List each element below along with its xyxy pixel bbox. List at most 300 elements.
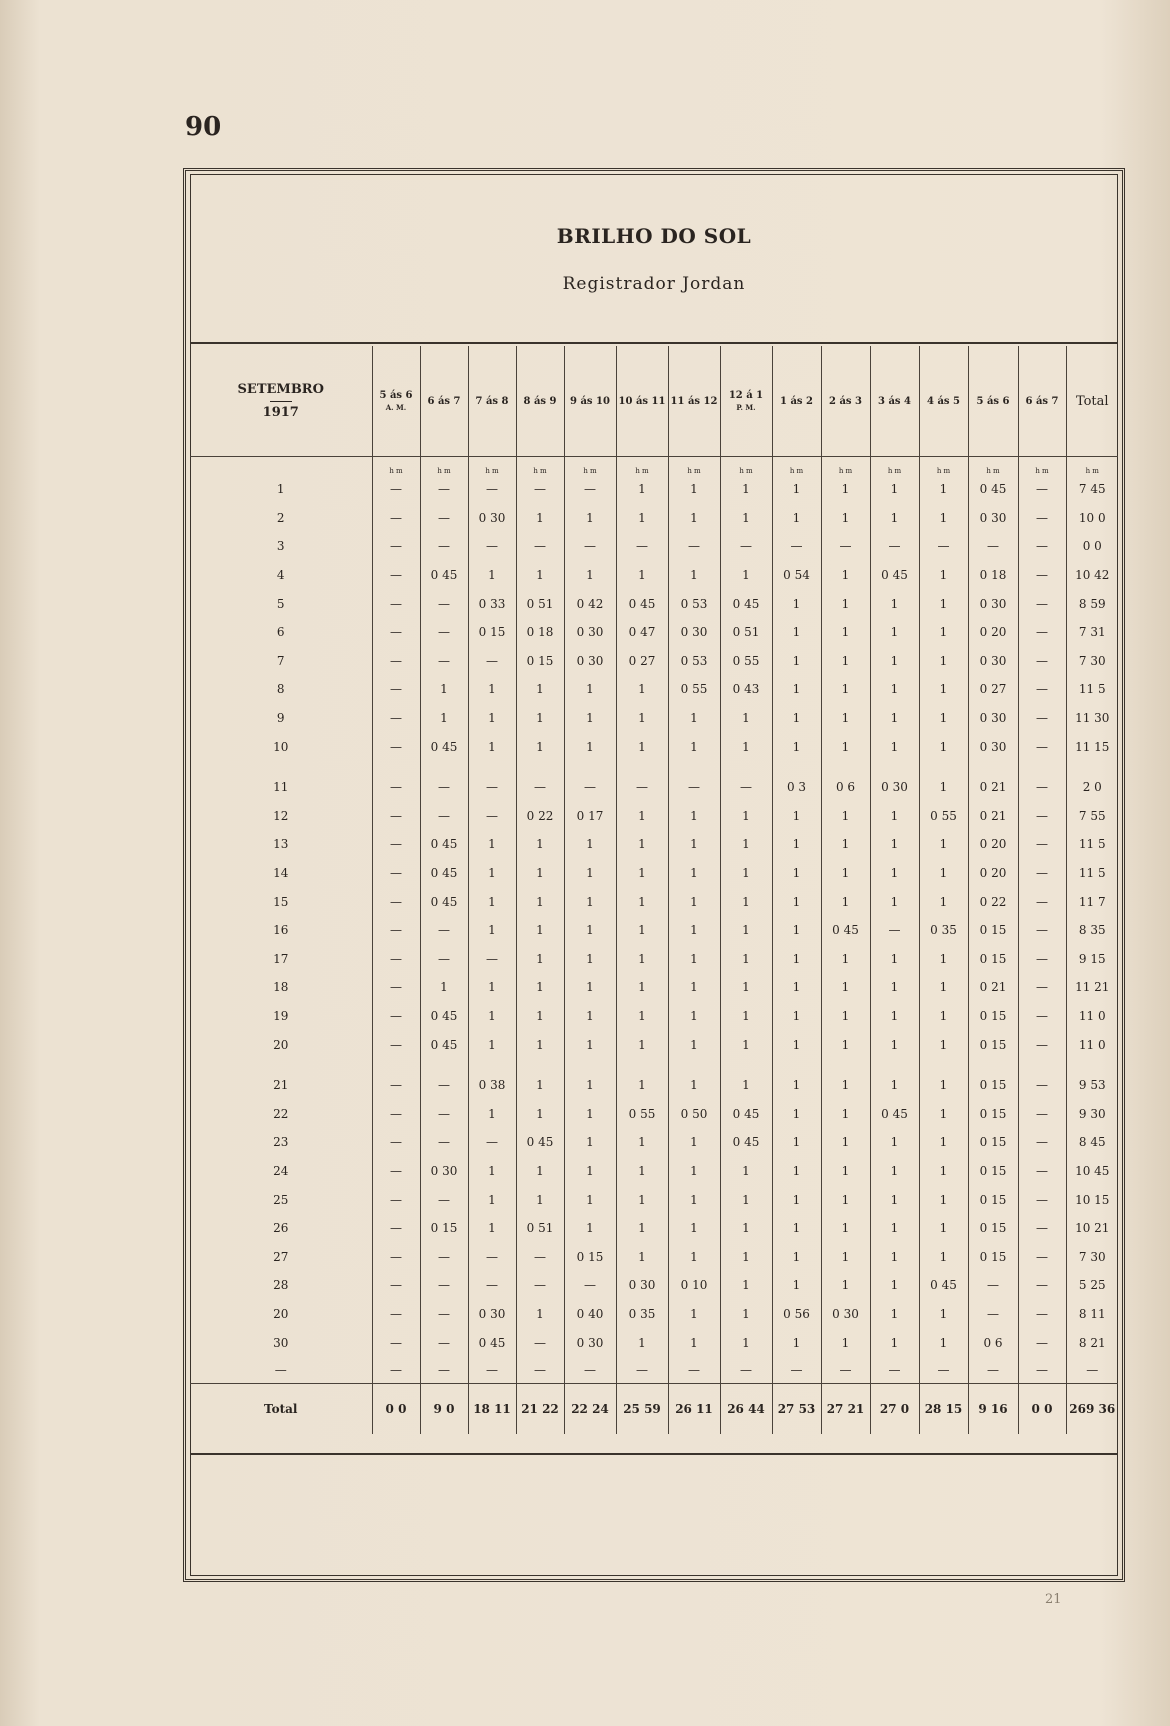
hour-value-cell: 1 xyxy=(516,916,564,945)
row-total-cell: 11 5 xyxy=(1066,675,1118,704)
hour-value-cell: 1 xyxy=(720,1185,772,1214)
table-row xyxy=(190,647,1118,676)
hour-value-cell: — xyxy=(372,1157,420,1186)
hour-value-cell: 1 xyxy=(919,1328,968,1357)
hour-value-cell: 1 xyxy=(870,1242,919,1271)
hour-value-cell: 1 xyxy=(616,1030,668,1059)
hour-value-cell: 0 30 xyxy=(968,704,1018,733)
hour-value-cell: — xyxy=(468,475,516,504)
units-spacer xyxy=(190,457,372,476)
row-total-cell: 7 30 xyxy=(1066,1242,1118,1271)
hour-value-cell: 1 xyxy=(668,475,720,504)
day-cell: 26 xyxy=(273,1221,289,1236)
hour-value-cell: 0 15 xyxy=(968,1214,1018,1243)
hour-value-cell: 1 xyxy=(821,1030,870,1059)
hour-value-cell: 1 xyxy=(720,475,772,504)
hour-value-cell: 1 xyxy=(564,561,616,590)
hour-header xyxy=(968,346,1018,457)
hour-value-cell: — xyxy=(1018,887,1066,916)
hour-value-cell: 0 33 xyxy=(468,589,516,618)
hour-value-cell: 0 10 xyxy=(668,1271,720,1300)
hour-value-cell: — xyxy=(372,887,420,916)
hour-value-cell: 1 xyxy=(720,945,772,974)
hour-value-cell: — xyxy=(1018,475,1066,504)
hour-value-cell: — xyxy=(516,761,564,802)
hour-value-cell: — xyxy=(420,802,468,831)
hour-value-cell: 1 xyxy=(516,830,564,859)
hour-value-cell: 1 xyxy=(919,945,968,974)
hour-value-cell: 1 xyxy=(516,704,564,733)
hour-value-cell: 0 21 xyxy=(968,973,1018,1002)
day-cell: 23 xyxy=(273,1135,289,1150)
hour-value-cell: 0 45 xyxy=(968,475,1018,504)
hour-value-cell: 0 45 xyxy=(420,1002,468,1031)
unit-label: h m xyxy=(821,457,870,476)
hour-value-cell: 0 18 xyxy=(968,561,1018,590)
hour-value-cell: 1 xyxy=(468,704,516,733)
hour-value-cell: 1 xyxy=(772,618,821,647)
hour-value-cell: — xyxy=(420,1328,468,1357)
hour-value-cell: 0 55 xyxy=(919,802,968,831)
hour-value-cell: 1 xyxy=(668,732,720,761)
hour-value-cell: 1 xyxy=(616,887,668,916)
hour-value-cell: — xyxy=(372,830,420,859)
hour-value-cell: 0 6 xyxy=(968,1328,1018,1357)
row-total-cell: 8 35 xyxy=(1066,916,1118,945)
hour-value-cell: — xyxy=(372,1271,420,1300)
hour-value-cell: — xyxy=(372,761,420,802)
hour-value-cell: 1 xyxy=(772,1030,821,1059)
hour-label: 5 ás 6 xyxy=(379,390,413,401)
hour-value-cell: 1 xyxy=(919,1185,968,1214)
separator-cell: — xyxy=(870,1357,919,1384)
hour-value-cell: 1 xyxy=(564,830,616,859)
hour-value-cell: 1 xyxy=(870,732,919,761)
hour-value-cell: 1 xyxy=(919,1099,968,1128)
hour-value-cell: 1 xyxy=(720,887,772,916)
hour-value-cell: — xyxy=(1018,859,1066,888)
table-subtitle: Registrador Jordan xyxy=(562,274,746,294)
table-row xyxy=(190,532,1118,561)
separator-cell: — xyxy=(420,1357,468,1384)
row-total-cell: 7 45 xyxy=(1066,475,1118,504)
separator-cell: — xyxy=(821,1357,870,1384)
table-row xyxy=(190,675,1118,704)
table-row xyxy=(190,732,1118,761)
hour-value-cell: 1 xyxy=(772,945,821,974)
hour-value-cell: 1 xyxy=(468,973,516,1002)
hour-value-cell: — xyxy=(1018,1099,1066,1128)
hour-value-cell: — xyxy=(1018,802,1066,831)
hour-value-cell: 1 xyxy=(668,1157,720,1186)
hour-value-cell: — xyxy=(1018,1002,1066,1031)
day-cell: 30 xyxy=(273,1335,289,1350)
hour-value-cell: 1 xyxy=(919,1128,968,1157)
hour-value-cell: — xyxy=(1018,1214,1066,1243)
table-row xyxy=(190,1059,1118,1100)
hour-value-cell: 1 xyxy=(516,1002,564,1031)
hour-value-cell: — xyxy=(468,945,516,974)
table-row xyxy=(190,475,1118,504)
row-total-cell: 8 21 xyxy=(1066,1328,1118,1357)
hour-value-cell: 0 45 xyxy=(420,732,468,761)
hour-value-cell: 0 54 xyxy=(772,561,821,590)
hour-value-cell: 1 xyxy=(616,504,668,533)
hour-value-cell: — xyxy=(1018,830,1066,859)
hour-value-cell: 1 xyxy=(772,1059,821,1100)
hour-value-cell: 0 55 xyxy=(616,1099,668,1128)
day-cell: 7 xyxy=(276,653,285,668)
hour-value-cell: 1 xyxy=(564,732,616,761)
day-cell: 3 xyxy=(276,539,285,554)
unit-label: h m xyxy=(468,457,516,476)
hour-value-cell: 0 45 xyxy=(720,1099,772,1128)
day-cell: 14 xyxy=(273,866,289,881)
hour-value-cell: 1 xyxy=(720,1030,772,1059)
hour-value-cell: 1 xyxy=(870,1214,919,1243)
hour-value-cell: 1 xyxy=(516,561,564,590)
hour-value-cell: 0 30 xyxy=(968,589,1018,618)
hour-value-cell: 1 xyxy=(821,1328,870,1357)
hour-label: 9 ás 10 xyxy=(570,395,610,407)
hour-value-cell: 1 xyxy=(516,1099,564,1128)
separator-cell: — xyxy=(616,1357,668,1384)
hour-value-cell: 1 xyxy=(772,475,821,504)
hour-value-cell: — xyxy=(468,1271,516,1300)
hour-value-cell: — xyxy=(1018,561,1066,590)
table-row xyxy=(190,761,1118,802)
page-number: 90 xyxy=(185,112,222,142)
hour-value-cell: 1 xyxy=(919,830,968,859)
hour-value-cell: 1 xyxy=(919,732,968,761)
hour-value-cell: 0 30 xyxy=(468,1300,516,1329)
hour-value-cell: 0 47 xyxy=(616,618,668,647)
hour-header xyxy=(919,346,968,457)
separator-cell: — xyxy=(1018,1357,1066,1384)
hour-value-cell: 1 xyxy=(772,1328,821,1357)
hour-value-cell: 1 xyxy=(468,1002,516,1031)
hour-value-cell: 0 22 xyxy=(516,802,564,831)
hour-value-cell: — xyxy=(968,1300,1018,1329)
hour-value-cell: — xyxy=(1018,532,1066,561)
hour-value-cell: 1 xyxy=(516,732,564,761)
hour-value-cell: — xyxy=(372,1328,420,1357)
hour-value-cell: 0 27 xyxy=(968,675,1018,704)
separator-cell: — xyxy=(720,1357,772,1384)
unit-label: h m xyxy=(616,457,668,476)
hour-value-cell: 1 xyxy=(870,1157,919,1186)
hour-value-cell: 1 xyxy=(564,945,616,974)
hour-value-cell: 1 xyxy=(919,561,968,590)
hour-value-cell: — xyxy=(420,1185,468,1214)
hour-value-cell: 1 xyxy=(821,1271,870,1300)
hour-value-cell: — xyxy=(564,475,616,504)
hour-value-cell: 1 xyxy=(616,1185,668,1214)
hour-value-cell: 0 15 xyxy=(968,1002,1018,1031)
table-row xyxy=(190,830,1118,859)
hour-value-cell: — xyxy=(420,532,468,561)
hour-header xyxy=(772,346,821,457)
hour-value-cell: 0 55 xyxy=(720,647,772,676)
row-total-cell: 9 15 xyxy=(1066,945,1118,974)
row-total-cell: 10 15 xyxy=(1066,1185,1118,1214)
hour-value-cell: 1 xyxy=(564,1214,616,1243)
hour-value-cell: — xyxy=(1018,1030,1066,1059)
hour-value-cell: 0 51 xyxy=(516,1214,564,1243)
hour-value-cell: — xyxy=(516,475,564,504)
hour-value-cell: 1 xyxy=(772,675,821,704)
hour-value-cell: 1 xyxy=(616,475,668,504)
hour-header xyxy=(616,346,668,457)
hour-value-cell: 1 xyxy=(564,973,616,1002)
hour-value-cell: 1 xyxy=(668,1242,720,1271)
hour-value-cell: 1 xyxy=(870,1030,919,1059)
hour-value-cell: 1 xyxy=(564,1030,616,1059)
hour-value-cell: 1 xyxy=(564,704,616,733)
hour-value-cell: — xyxy=(1018,1157,1066,1186)
table-row xyxy=(190,589,1118,618)
hour-value-cell: — xyxy=(564,1271,616,1300)
unit-label: h m xyxy=(516,457,564,476)
hour-value-cell: 1 xyxy=(564,887,616,916)
hour-value-cell: 0 50 xyxy=(668,1099,720,1128)
hour-value-cell: 1 xyxy=(821,887,870,916)
grand-total-cell: 269 36 xyxy=(1066,1383,1118,1434)
hour-value-cell: 0 27 xyxy=(616,647,668,676)
hour-value-cell: 1 xyxy=(821,1002,870,1031)
hour-value-cell: — xyxy=(420,1242,468,1271)
hour-value-cell: 1 xyxy=(772,504,821,533)
hour-value-cell: 0 3 xyxy=(772,761,821,802)
hour-value-cell: 1 xyxy=(772,647,821,676)
table-row xyxy=(190,1214,1118,1243)
hour-value-cell: 1 xyxy=(821,618,870,647)
hour-value-cell: — xyxy=(372,618,420,647)
hour-value-cell: 1 xyxy=(919,675,968,704)
row-total-cell: 10 42 xyxy=(1066,561,1118,590)
sunshine-table-wrapper xyxy=(190,346,1118,1434)
hour-value-cell: — xyxy=(1018,704,1066,733)
hour-header xyxy=(516,346,564,457)
day-cell: 12 xyxy=(273,808,289,823)
hour-value-cell: 1 xyxy=(616,973,668,1002)
day-cell: 10 xyxy=(273,739,289,754)
hour-value-cell: 0 53 xyxy=(668,589,720,618)
hour-value-cell: 0 15 xyxy=(968,1059,1018,1100)
hour-value-cell: 1 xyxy=(668,704,720,733)
hour-value-cell: 0 30 xyxy=(968,504,1018,533)
table-row xyxy=(190,1002,1118,1031)
hour-value-cell: 1 xyxy=(870,859,919,888)
hour-value-cell: 1 xyxy=(772,1157,821,1186)
hour-value-cell: 0 45 xyxy=(720,589,772,618)
hour-value-cell: 1 xyxy=(772,802,821,831)
hour-value-cell: 1 xyxy=(720,859,772,888)
hour-value-cell: — xyxy=(668,532,720,561)
day-cell: 4 xyxy=(276,568,285,583)
hour-value-cell: 1 xyxy=(919,1002,968,1031)
hour-value-cell: 0 45 xyxy=(870,1099,919,1128)
hour-value-cell: 1 xyxy=(516,1030,564,1059)
hour-value-cell: 1 xyxy=(772,830,821,859)
hour-value-cell: 1 xyxy=(870,618,919,647)
hour-value-cell: — xyxy=(1018,916,1066,945)
row-total-cell: 11 0 xyxy=(1066,1002,1118,1031)
row-total-cell: 9 53 xyxy=(1066,1059,1118,1100)
hour-value-cell: 1 xyxy=(720,704,772,733)
hour-value-cell: 0 18 xyxy=(516,618,564,647)
hour-value-cell: 0 53 xyxy=(668,647,720,676)
hour-value-cell: 1 xyxy=(772,916,821,945)
hour-value-cell: 1 xyxy=(720,802,772,831)
hour-value-cell: 1 xyxy=(616,859,668,888)
separator-cell: — xyxy=(772,1357,821,1384)
hour-value-cell: 1 xyxy=(870,647,919,676)
hour-value-cell: 0 15 xyxy=(968,1185,1018,1214)
hour-value-cell: 0 43 xyxy=(720,675,772,704)
table-row xyxy=(190,704,1118,733)
hour-value-cell: 1 xyxy=(468,675,516,704)
row-total-cell: 2 0 xyxy=(1066,761,1118,802)
row-total-cell: 10 0 xyxy=(1066,504,1118,533)
hour-value-cell: — xyxy=(1018,589,1066,618)
separator-cell: — xyxy=(564,1357,616,1384)
hour-value-cell: — xyxy=(1018,1242,1066,1271)
hour-value-cell: 1 xyxy=(772,887,821,916)
hour-value-cell: — xyxy=(372,973,420,1002)
day-cell: 19 xyxy=(273,1008,289,1023)
hour-value-cell: 1 xyxy=(772,1099,821,1128)
hour-value-cell: 0 45 xyxy=(468,1328,516,1357)
day-cell: 8 xyxy=(276,682,285,697)
column-total-cell: 9 0 xyxy=(420,1383,468,1434)
hour-value-cell: 1 xyxy=(468,887,516,916)
day-cell: 28 xyxy=(273,1278,289,1293)
hour-value-cell: 0 17 xyxy=(564,802,616,831)
hour-value-cell: 1 xyxy=(616,732,668,761)
hour-value-cell: 1 xyxy=(821,561,870,590)
hour-value-cell: 0 15 xyxy=(968,1157,1018,1186)
table-row xyxy=(190,802,1118,831)
title-block xyxy=(190,174,1118,344)
hour-value-cell: — xyxy=(468,761,516,802)
hour-value-cell: 0 15 xyxy=(968,945,1018,974)
hour-value-cell: 1 xyxy=(919,1157,968,1186)
row-total-cell: 0 0 xyxy=(1066,532,1118,561)
hour-value-cell: 0 15 xyxy=(516,647,564,676)
hour-value-cell: 1 xyxy=(821,1059,870,1100)
hour-value-cell: 1 xyxy=(821,802,870,831)
unit-label: h m xyxy=(919,457,968,476)
hour-value-cell: 0 30 xyxy=(870,761,919,802)
day-cell: 24 xyxy=(273,1163,289,1178)
hour-value-cell: 1 xyxy=(616,1214,668,1243)
hour-value-cell: 1 xyxy=(720,1271,772,1300)
hour-value-cell: 1 xyxy=(720,916,772,945)
units-row xyxy=(190,457,1118,476)
month-divider xyxy=(270,401,292,402)
hour-value-cell: 1 xyxy=(720,1002,772,1031)
hour-value-cell: 1 xyxy=(616,1059,668,1100)
hour-value-cell: 1 xyxy=(870,1128,919,1157)
hour-value-cell: 1 xyxy=(919,887,968,916)
hour-value-cell: 1 xyxy=(668,1002,720,1031)
hour-value-cell: 1 xyxy=(516,1059,564,1100)
hour-value-cell: 1 xyxy=(821,1242,870,1271)
hour-value-cell: 1 xyxy=(870,1271,919,1300)
hour-value-cell: — xyxy=(372,945,420,974)
hour-value-cell: 1 xyxy=(564,1128,616,1157)
hour-value-cell: — xyxy=(1018,1185,1066,1214)
hour-value-cell: 0 30 xyxy=(468,504,516,533)
hour-value-cell: 1 xyxy=(668,1300,720,1329)
hour-label: 6 ás 7 xyxy=(1025,395,1059,407)
hour-value-cell: — xyxy=(1018,618,1066,647)
separator-cell: — xyxy=(1066,1357,1118,1384)
hour-value-cell: — xyxy=(420,475,468,504)
separator-cell: — xyxy=(668,1357,720,1384)
hour-label: 10 ás 11 xyxy=(618,395,666,407)
hour-value-cell: 1 xyxy=(821,1157,870,1186)
hour-value-cell: — xyxy=(821,532,870,561)
hour-label: 12 á 1 xyxy=(728,390,764,401)
day-cell: 1 xyxy=(276,482,285,497)
hour-value-cell: 1 xyxy=(772,1214,821,1243)
hour-value-cell: 1 xyxy=(772,1002,821,1031)
hour-note: A. M. xyxy=(385,403,407,412)
hour-value-cell: 0 45 xyxy=(616,589,668,618)
day-cell: 15 xyxy=(273,894,289,909)
hour-value-cell: — xyxy=(372,704,420,733)
column-total-cell: 27 53 xyxy=(772,1383,821,1434)
hour-value-cell: — xyxy=(1018,1271,1066,1300)
hour-label: 6 ás 7 xyxy=(427,395,461,407)
hour-value-cell: 1 xyxy=(870,589,919,618)
separator-cell: — xyxy=(919,1357,968,1384)
hour-value-cell: 1 xyxy=(821,830,870,859)
hour-value-cell: 0 45 xyxy=(870,561,919,590)
hour-value-cell: 1 xyxy=(668,830,720,859)
hour-value-cell: 1 xyxy=(870,1059,919,1100)
hour-value-cell: — xyxy=(372,675,420,704)
hour-value-cell: 1 xyxy=(772,1271,821,1300)
hour-value-cell: 1 xyxy=(616,802,668,831)
day-cell: 6 xyxy=(276,625,285,640)
hour-value-cell: 0 45 xyxy=(420,859,468,888)
hour-note: P. M. xyxy=(736,403,756,412)
unit-label: h m xyxy=(420,457,468,476)
hour-value-cell: — xyxy=(1018,675,1066,704)
hour-value-cell: 1 xyxy=(919,1300,968,1329)
hour-value-cell: 1 xyxy=(821,732,870,761)
row-total-cell: 11 30 xyxy=(1066,704,1118,733)
hour-value-cell: 1 xyxy=(468,916,516,945)
hour-value-cell: 1 xyxy=(668,802,720,831)
table-row xyxy=(190,973,1118,1002)
hour-value-cell: 1 xyxy=(516,1185,564,1214)
separator-cell: — xyxy=(968,1357,1018,1384)
hour-value-cell: 1 xyxy=(772,859,821,888)
day-cell: 20 xyxy=(273,1306,289,1321)
hour-value-cell: 1 xyxy=(564,916,616,945)
hour-value-cell: 1 xyxy=(772,1128,821,1157)
hour-value-cell: 0 51 xyxy=(720,618,772,647)
hour-value-cell: 1 xyxy=(616,1128,668,1157)
day-cell: 2 xyxy=(276,510,285,525)
hour-value-cell: 0 30 xyxy=(968,732,1018,761)
hour-value-cell: 1 xyxy=(668,561,720,590)
hour-value-cell: — xyxy=(1018,647,1066,676)
